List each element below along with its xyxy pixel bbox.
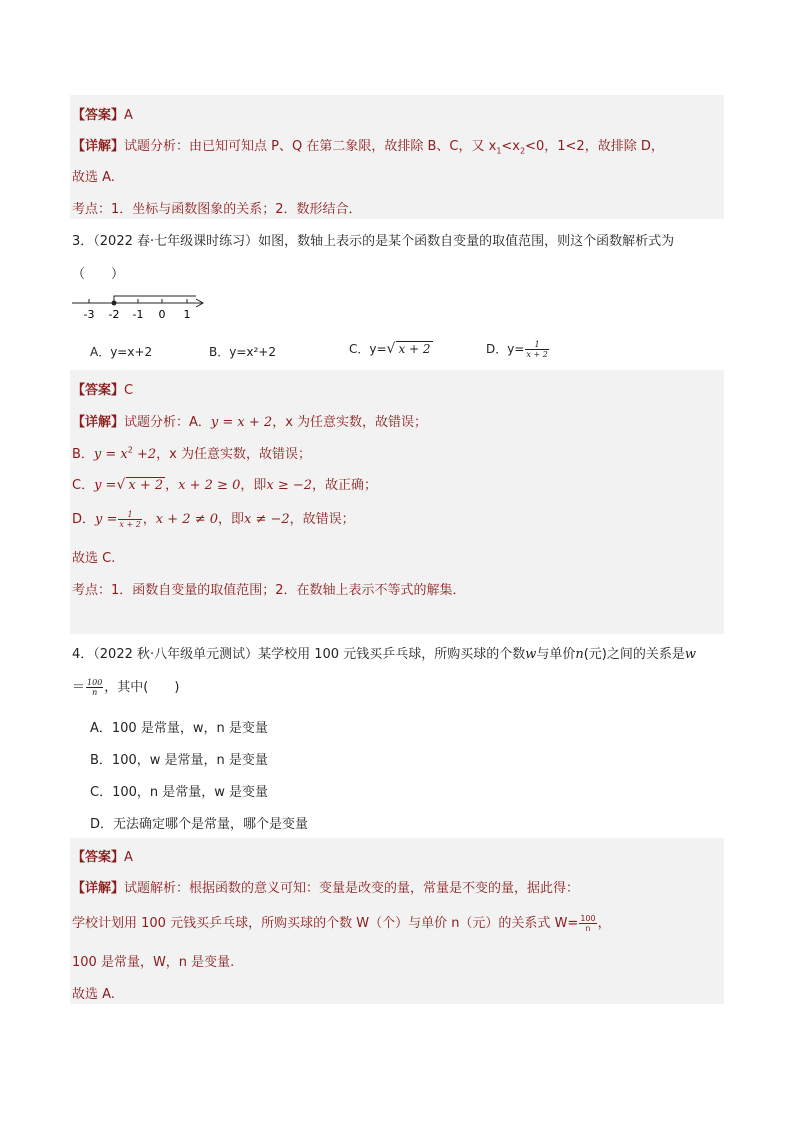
- q3-stem: 3．（2022 春·七年级课时练习）如图，数轴上表示的是某个函数自变量的取值范围，则这个函数解析式为: [72, 234, 675, 249]
- fraction: $\frac{100}{n}$: [580, 914, 596, 933]
- q2-detail-line2: 故选 A.: [72, 170, 115, 185]
- q3-option-a: A．y=x+2: [90, 345, 153, 359]
- q3-detail-c: C．y =√ x + 2 ，x + 2 ≥ 0，即x ≥ −2，故正确；: [72, 477, 378, 493]
- q4-detail-line3: 100 是常量，W，n 是变量.: [72, 955, 235, 970]
- q4-conclusion: 故选 A.: [72, 987, 115, 1002]
- tick-label: -1: [132, 308, 144, 321]
- number-line-figure: [70, 293, 210, 323]
- q4-answer-line: [72, 846, 133, 865]
- detail-tag: 【详解】: [72, 881, 125, 896]
- q2-answer-line: [72, 104, 133, 123]
- answer-value: C: [124, 383, 134, 398]
- q4-option-b: B．100，w 是常量，n 是变量: [90, 753, 268, 768]
- q4-option-d: D．无法确定哪个是常量，哪个是变量: [90, 817, 309, 832]
- q4-detail-line2: 学校计划用 100 元钱买乒乓球，所购买球的个数 W（个）与单价 n（元）的关系式 W= $\frac{100}{n}$ ，: [72, 914, 611, 933]
- answer-tag: 【答案】: [72, 108, 125, 123]
- q3-conclusion: 故选 C.: [72, 551, 116, 566]
- closed-endpoint: [112, 301, 117, 306]
- q4-option-a: A．100 是常量，w，n 是变量: [90, 721, 268, 736]
- q3-answer-line: [72, 379, 133, 398]
- tick-label: -3: [83, 308, 95, 321]
- answer-value: A: [124, 108, 133, 123]
- detail-tag: 【详解】: [72, 139, 125, 154]
- q4-detail-line1: 【详解】试题解析：根据函数的意义可知：变量是改变的量，常量是不变的量，据此得：: [72, 881, 580, 896]
- fraction: $\frac{1}{x + 2}$: [526, 340, 548, 359]
- q3-option-c: C．y=√ x + 2: [349, 341, 431, 357]
- detail-tag: 【详解】: [72, 415, 125, 430]
- answer-tag: 【答案】: [72, 383, 125, 398]
- tick-label: -2: [108, 308, 120, 321]
- q2-kaodian: 考点：1．坐标与函数图象的关系；2．数形结合．: [72, 202, 362, 217]
- q3-detail-d: D．y = $\frac{1}{x + 2}$ ，x + 2 ≠ 0，即x ≠ −2，故错误；: [72, 510, 355, 529]
- q3-option-d: D．y= $\frac{1}{x + 2}$: [486, 340, 548, 359]
- tick-label: 0: [158, 308, 166, 321]
- answer-value: A: [124, 850, 133, 865]
- q2-detail-line1: 【详解】试题分析：由已知可知点 P、Q 在第二象限，故排除 B、C，又 $x_1<x_2<0$，1<2，故排除 D，: [72, 139, 664, 156]
- q4-stem-line2: ＝ $\frac{100}{n}$ ，其中( ): [72, 678, 180, 697]
- q3-option-b: B．y=x²+2: [209, 345, 276, 359]
- q3-kaodian: 考点：1．函数自变量的取值范围；2．在数轴上表示不等式的解集．: [72, 583, 466, 598]
- tick-label: 1: [183, 308, 191, 321]
- q4-option-c: C．100，n 是常量，w 是变量: [90, 785, 269, 800]
- fraction: $\frac{100}{n}$: [87, 678, 103, 697]
- q3-detail-b: B．$y = x^2 +2$，x 为任意实数，故错误；: [72, 445, 311, 462]
- q3-bracket: （ ）: [72, 267, 125, 282]
- q4-stem: 4．（2022 秋·八年级单元测试）某学校用 100 元钱买乒乓球，所购买球的个数w与单价n(元)之间的关系是w: [72, 647, 697, 662]
- q3-detail-a: 【详解】试题分析：A．y = x + 2，x 为任意实数，故错误；: [72, 415, 428, 430]
- answer-tag: 【答案】: [72, 850, 125, 865]
- fraction: $\frac{1}{x + 2}$: [119, 510, 141, 529]
